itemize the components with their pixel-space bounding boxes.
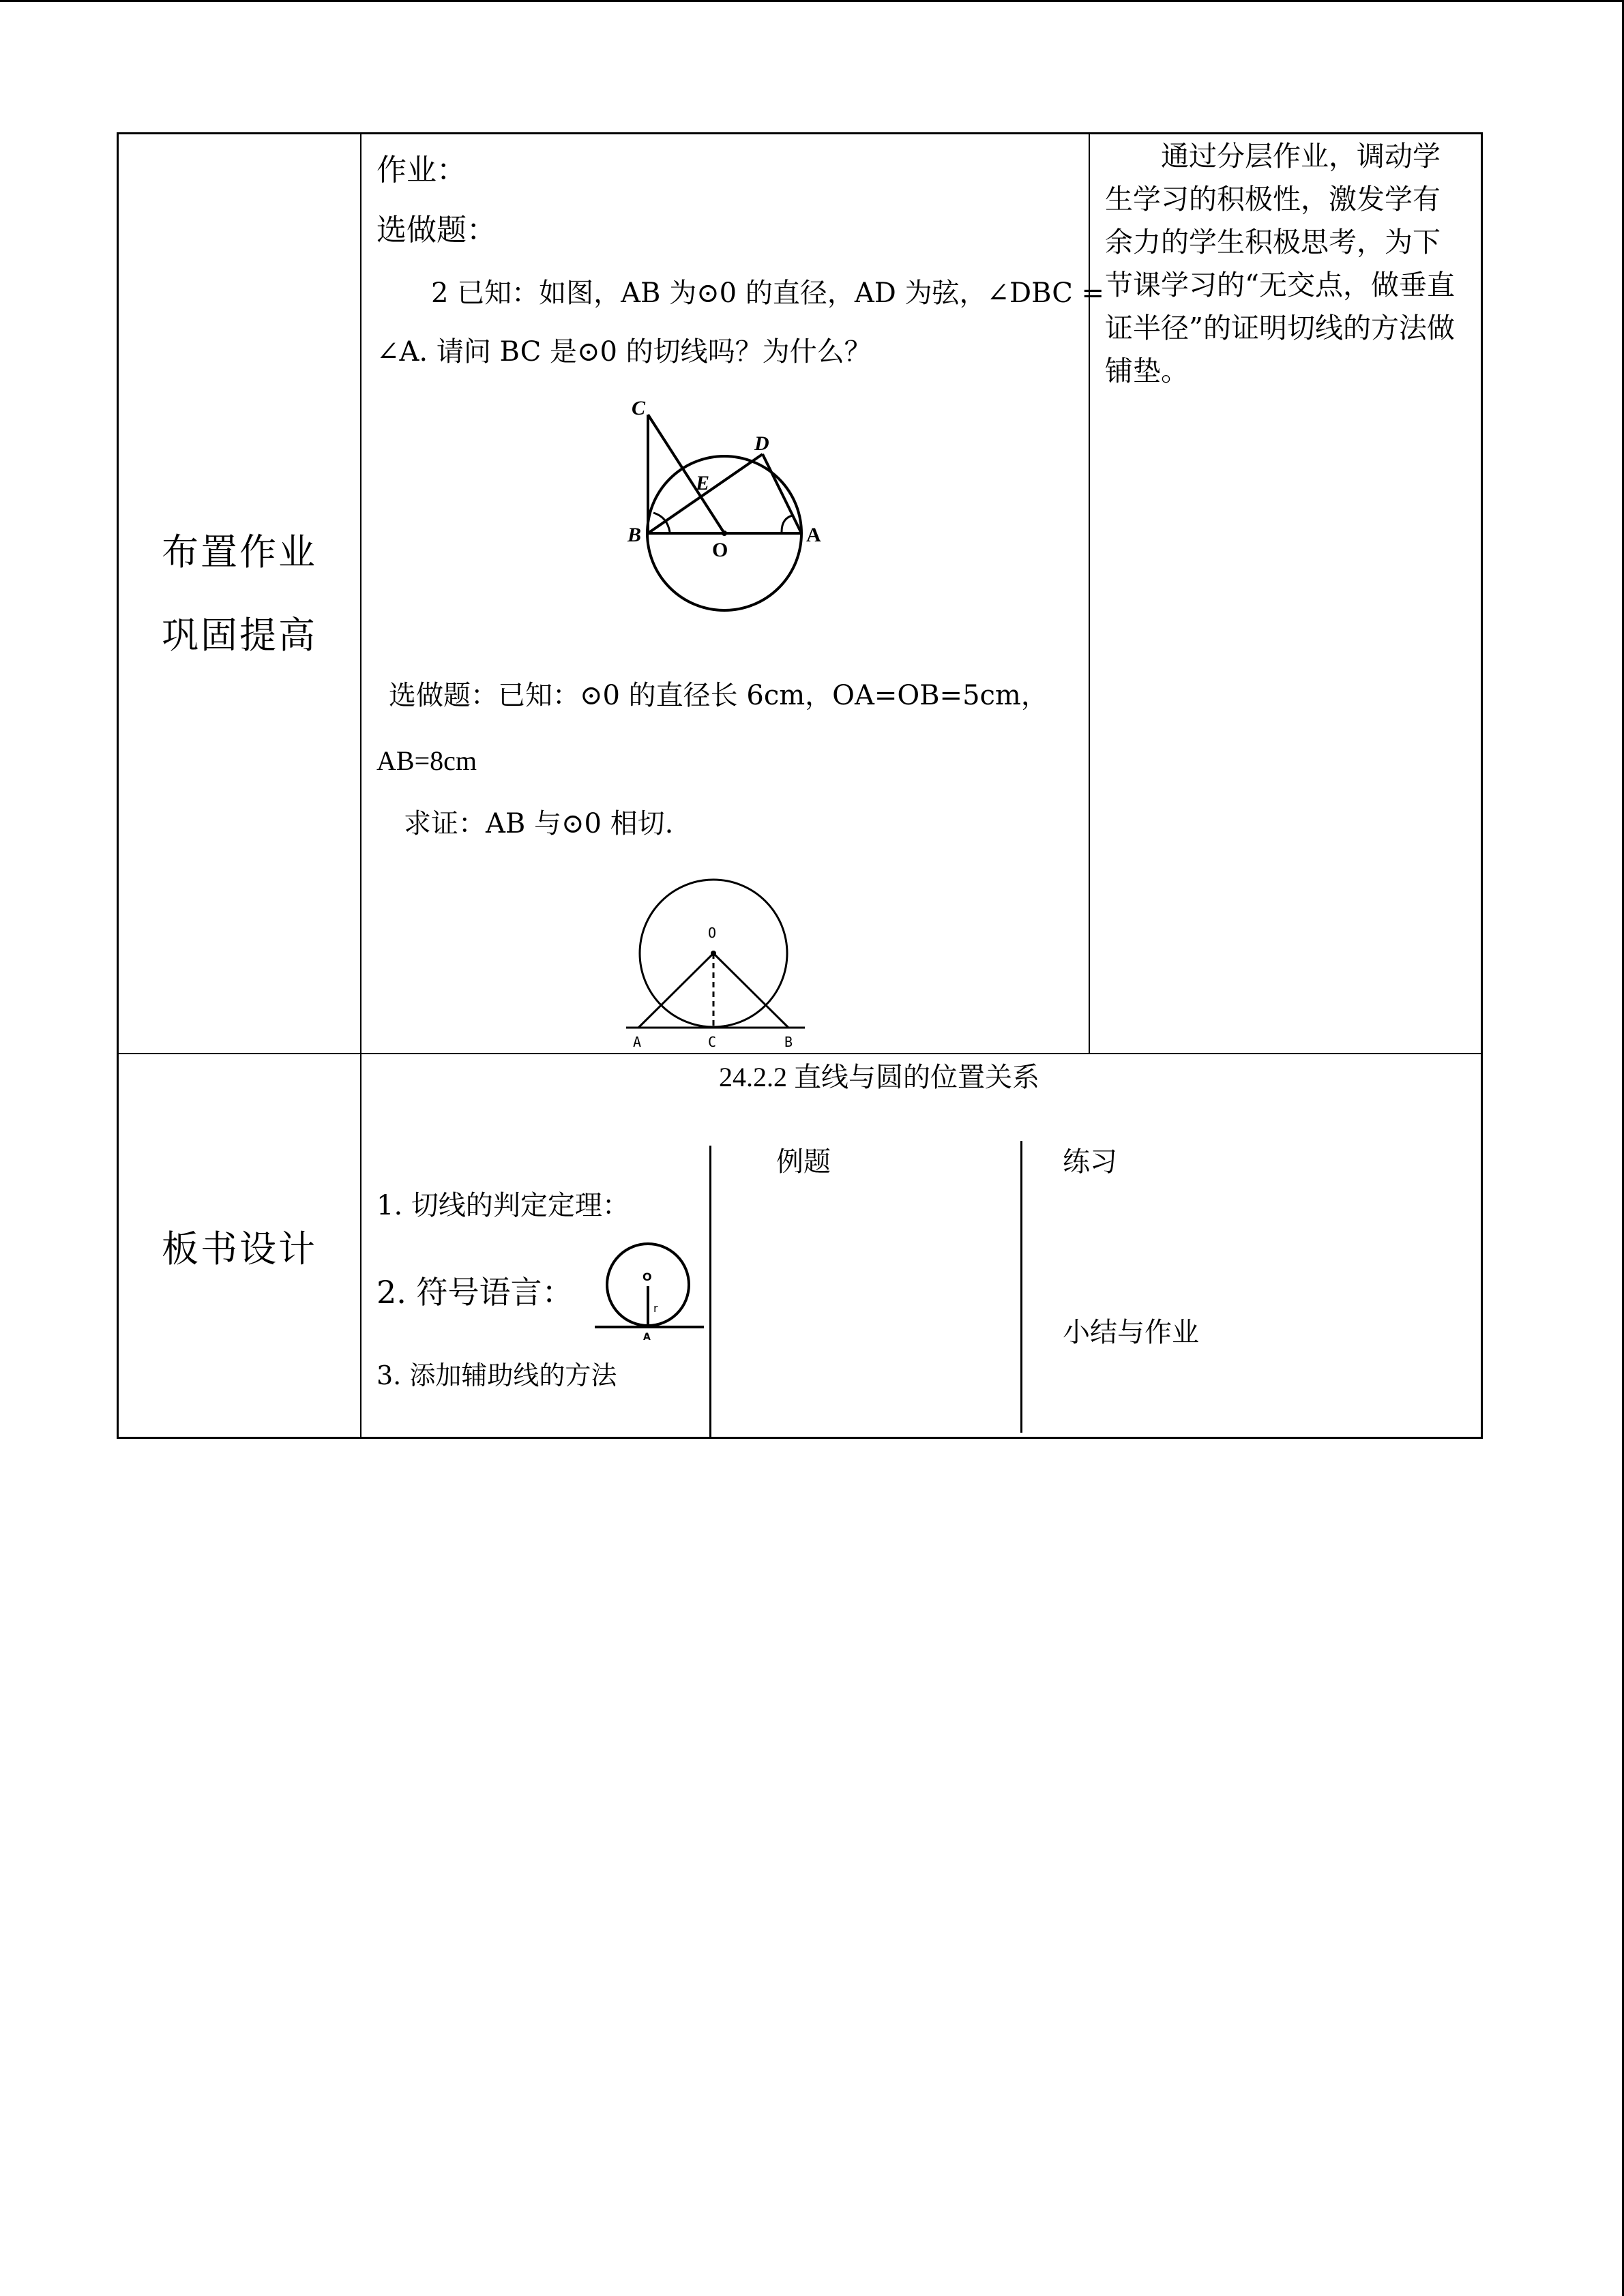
board-divider-2 [1020,1141,1022,1433]
label-e: E [696,472,710,494]
label-a: A [806,524,821,546]
label-o2: O [708,925,717,941]
board-col-example: 例题 [776,1146,831,1178]
row-label-board-design: 板书设计 [162,1227,317,1270]
figure-tangent-radius [595,1241,711,1343]
row-label-homework-line2: 巩固提高 [162,614,317,657]
label-a2: A [633,1034,642,1050]
label-c2: C [708,1034,717,1050]
line-da [763,454,801,533]
figure-tangent-proof [621,876,812,1054]
label-b2: B [784,1034,793,1050]
problem3-line3: 求证：AB 与⊙0 相切. [404,808,674,839]
problem2-line2: ∠A. 请问 BC 是⊙0 的切线吗？为什么？ [377,336,872,368]
label-o3: O [643,1270,652,1283]
label-c: C [632,397,646,419]
optional-heading: 选做题： [377,213,497,248]
label-o: O [712,539,728,561]
point-o [722,531,727,536]
board-col-practice: 练习 [1063,1146,1117,1178]
label-a3: A [643,1332,651,1343]
row-label-homework-line1: 布置作业 [162,531,317,573]
homework-design-remark: 通过分层作业，调动学生学习的积极性，激发学有余力的学生积极思考，为下节课学习的“无交点，做垂直证半径”的证明切线的方法做铺垫。 [1105,140,1455,387]
angle-mark-a [782,516,793,532]
page-top-border [0,0,1624,2]
problem3-line2: AB=8cm [377,745,477,776]
board-item-3: 3. 添加辅助线的方法 [377,1360,617,1390]
problem2-line1: 2 已知：如图，AB 为⊙0 的直径，AD 为弦，∠DBC = [431,278,1105,309]
board-summary: 小结与作业 [1063,1317,1199,1348]
board-item-2: 2. 符号语言： [377,1274,574,1311]
column-divider-1 [360,132,361,1439]
figure-circle-tangent-question [614,396,846,627]
label-d: D [754,432,769,455]
board-item-1: 1. 切线的判定定理： [377,1190,630,1221]
point-o-small [711,951,716,956]
label-b: B [628,524,642,546]
homework-heading: 作业： [377,153,467,188]
column-divider-2 [1089,132,1090,1054]
board-title: 24.2.2 直线与圆的位置关系 [719,1062,1039,1092]
label-r: r [653,1302,658,1315]
problem3-line1: 选做题：已知：⊙0 的直径长 6cm，OA=OB=5cm， [389,680,1048,711]
